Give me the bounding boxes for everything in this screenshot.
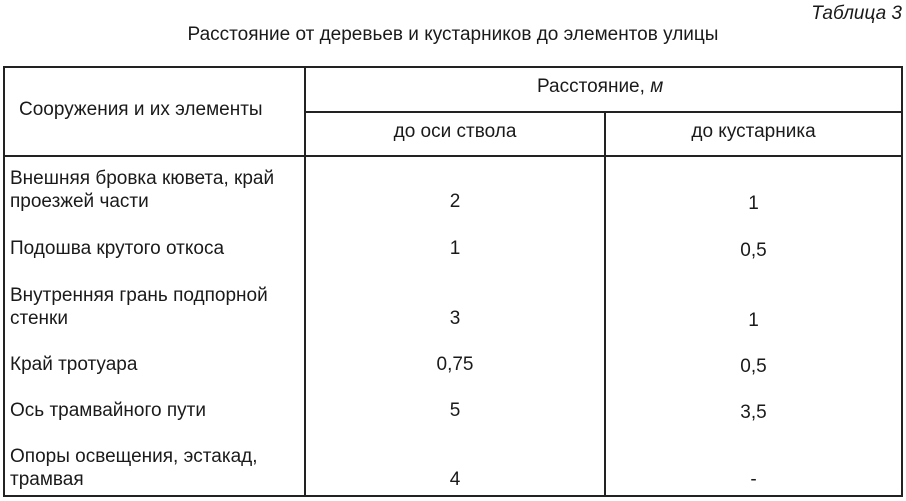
divider-header-mid — [304, 111, 901, 113]
row-shrub-value: 1 — [748, 193, 759, 214]
row-name: Опоры освещения, эстакад, — [10, 446, 258, 467]
divider-header-bottom — [5, 155, 901, 157]
row-name-cont: проезжей части — [10, 191, 149, 212]
table-title: Расстояние от деревьев и кустарников до элементов улицы — [187, 24, 719, 45]
row-name: Внешняя бровка кювета, край — [10, 168, 275, 189]
row-name: Край тротуара — [10, 354, 138, 375]
row-trunk-value: 2 — [449, 191, 461, 212]
row-name: Внутренняя грань подпорной — [10, 285, 268, 306]
row-shrub-value: 0,5 — [740, 240, 767, 261]
distance-table — [3, 66, 903, 497]
row-shrub-value: - — [750, 469, 757, 490]
row-shrub-value: 0,5 — [740, 356, 767, 377]
row-trunk-value: 5 — [449, 400, 461, 421]
header-to-trunk: до оси ствола — [393, 121, 517, 142]
row-name: Ось трамвайного пути — [10, 400, 206, 421]
header-structures: Сооружения и их элементы — [19, 99, 263, 120]
row-trunk-value: 3 — [449, 308, 461, 329]
table-number: Таблица 3 — [811, 3, 902, 24]
header-distance — [537, 75, 663, 99]
row-trunk-value: 4 — [449, 469, 461, 490]
row-shrub-value: 1 — [748, 310, 759, 331]
header-distance-label: Расстояние, — [537, 76, 645, 97]
row-shrub-value: 3,5 — [740, 402, 767, 423]
divider-col-2 — [604, 113, 606, 495]
header-distance-unit: м — [650, 76, 664, 97]
header-to-shrub: до кустарника — [691, 121, 816, 142]
row-name-cont: трамвая — [10, 469, 84, 490]
row-name: Подошва крутого откоса — [10, 238, 225, 259]
row-name-cont: стенки — [10, 308, 68, 329]
row-trunk-value: 1 — [449, 238, 461, 259]
row-trunk-value: 0,75 — [436, 354, 474, 375]
